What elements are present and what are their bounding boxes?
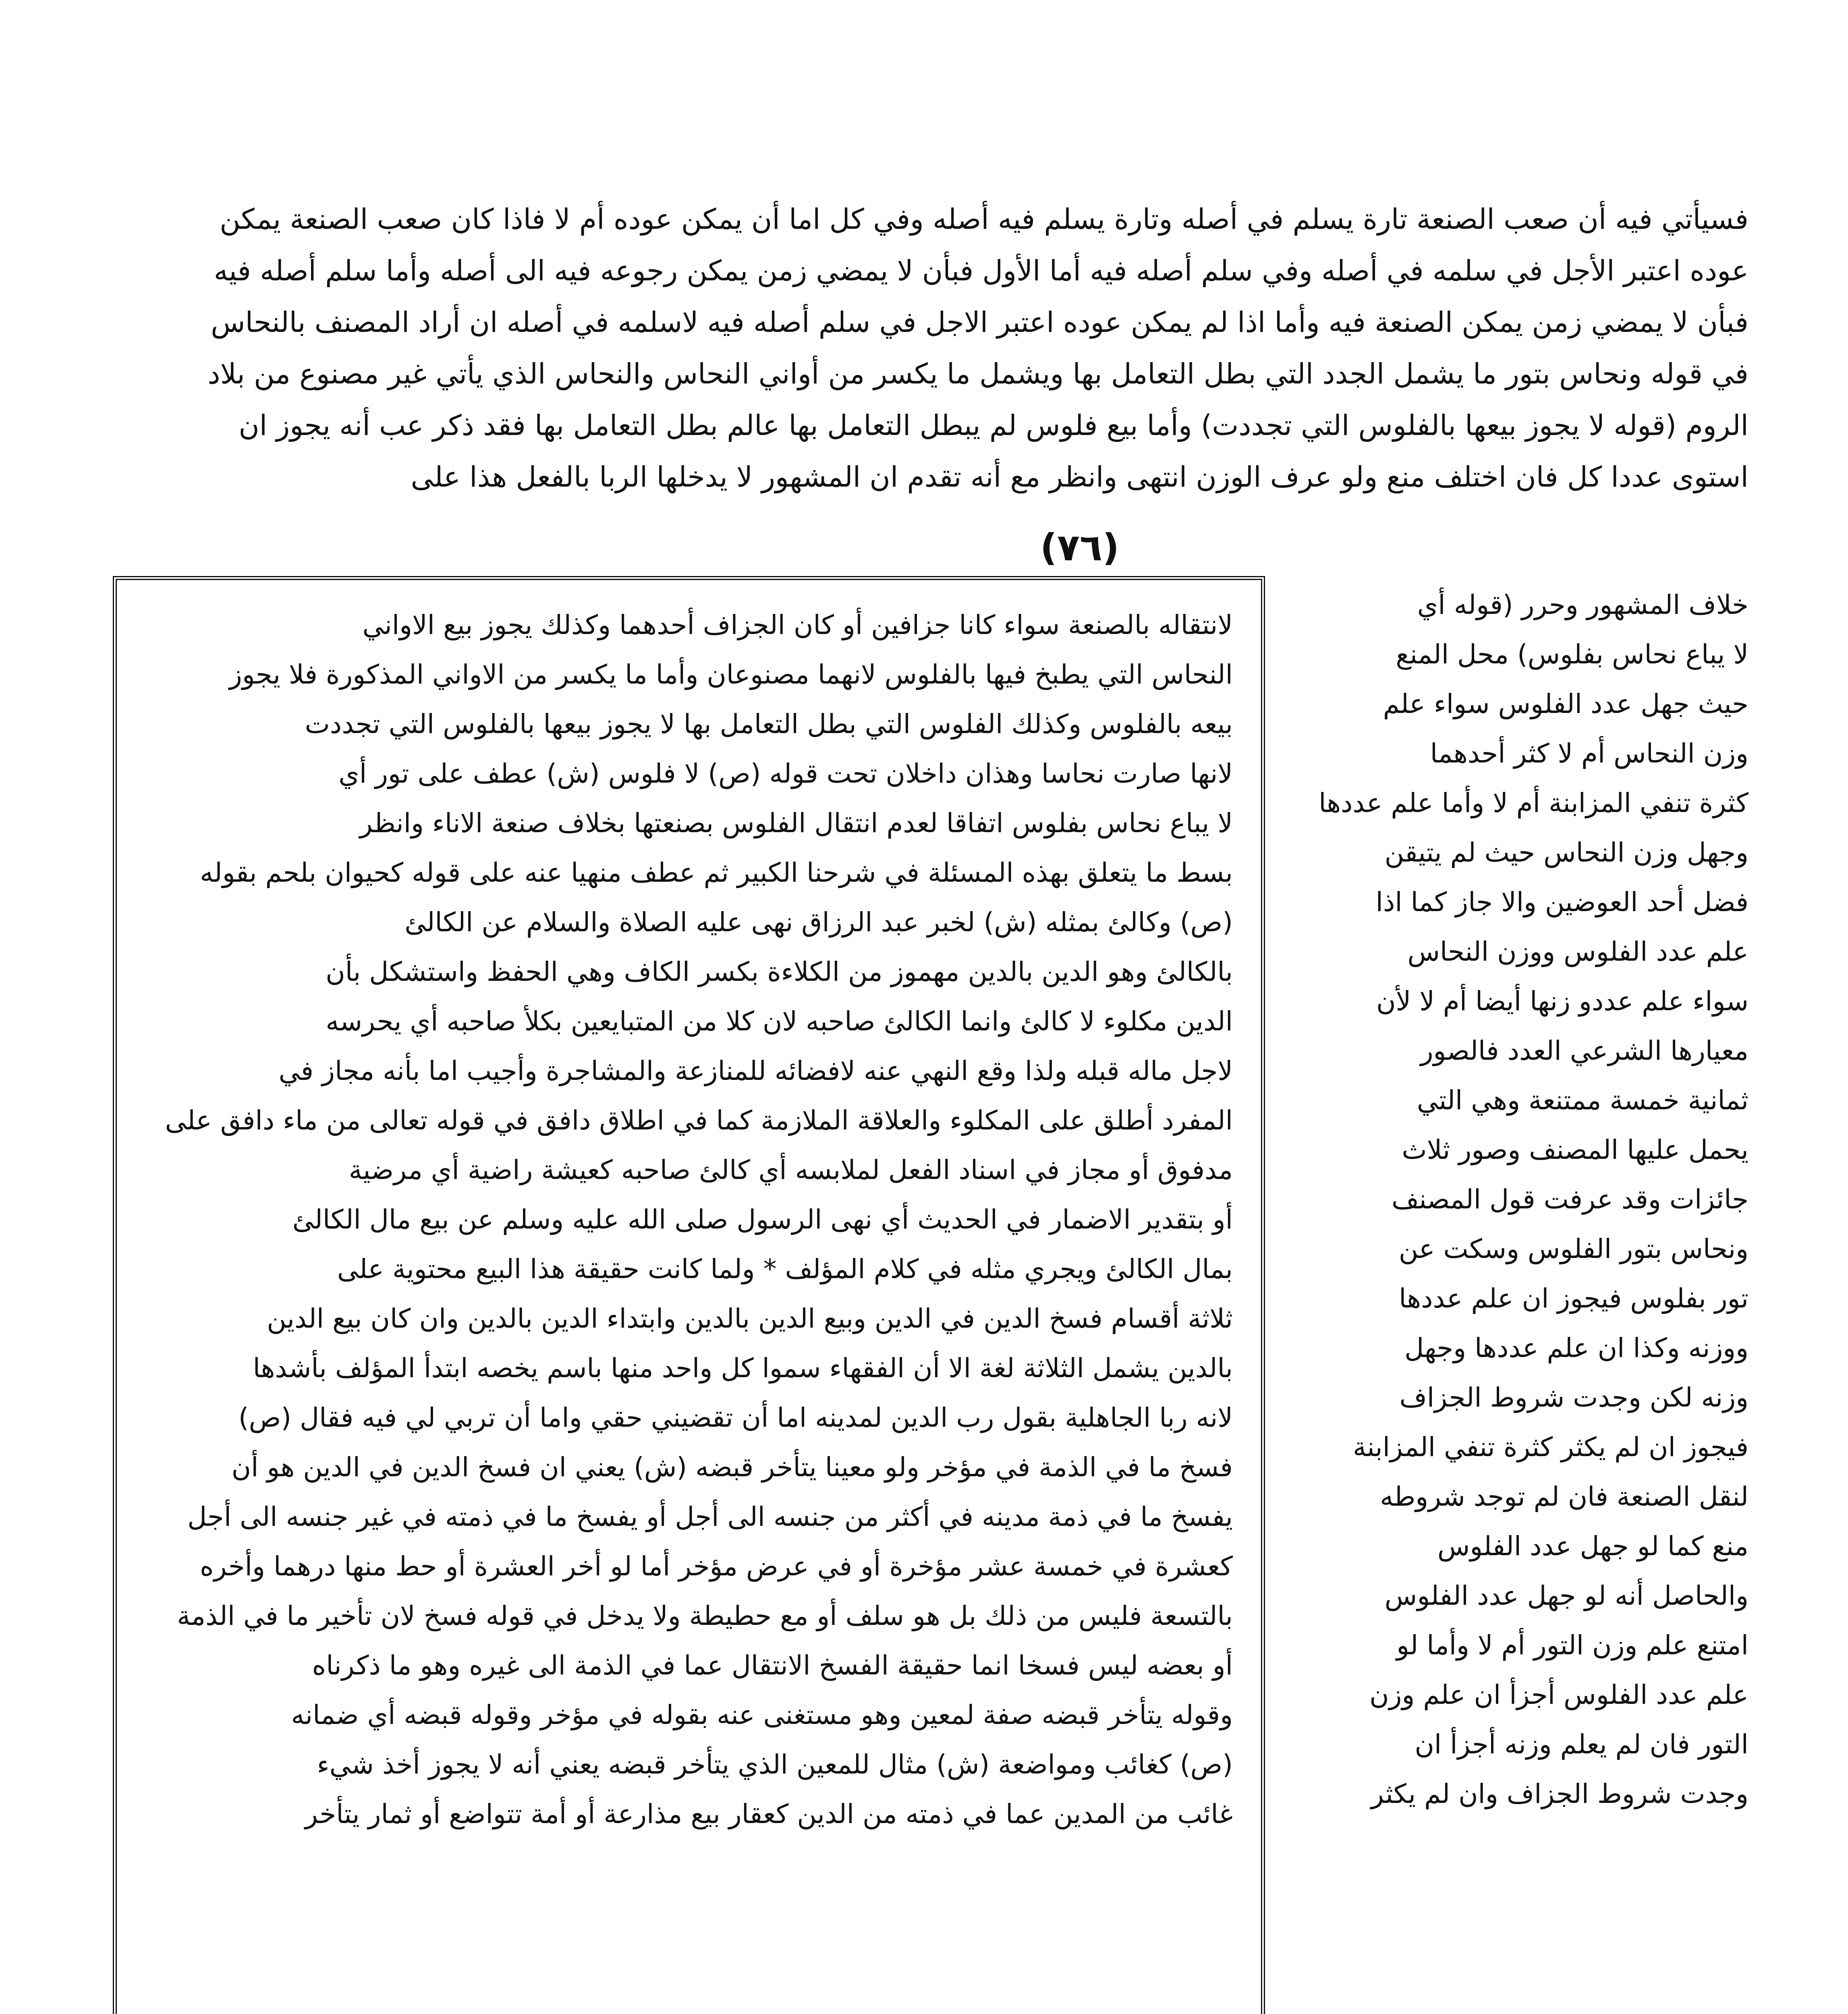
text-line: وجدت شروط الجزاف وان لم يكثر [1371, 1778, 1748, 1809]
text-line: كعشرة في خمسة عشر مؤخرة أو في عرض مؤخر أما لو أخر العشرة أو حط منها درهما وأخره [199, 1551, 1233, 1582]
text-line: (ص) وكالئ بمثله (ش) لخبر عبد الرزاق نهى عليه الصلاة والسلام عن الكالئ [404, 907, 1233, 938]
main-text [145, 600, 1233, 1839]
text-line: علم عدد الفلوس ووزن النحاس [1407, 936, 1748, 967]
text-line: الروم (قوله لا يجوز بيعها بالفلوس التي تجددت) وأما بيع فلوس لم يبطل التعامل بها عالم بطل التعامل بها فقد ذكر عب أنه يجوز ان [239, 409, 1748, 442]
text-line: استوى عددا كل فان اختلف منع ولو عرف الوزن انتهى وانظر مع أنه تقدم ان المشهور لا يدخلها الربا بالفعل هذا على [411, 460, 1748, 493]
text-line: والحاصل أنه لو جهل عدد الفلوس [1384, 1580, 1748, 1611]
text-line: جائزات وقد عرفت قول المصنف [1392, 1184, 1748, 1215]
text-line: وزن النحاس أم لا كثر أحدهما [1430, 738, 1748, 769]
text-line: ثمانية خمسة ممتنعة وهي التي [1417, 1085, 1748, 1116]
text-line: حيث جهل عدد الفلوس سواء علم [1383, 688, 1748, 719]
text-line: أو بعضه ليس فسخا انما حقيقة الفسخ الانتقال عما في الذمة الى غيره وهو ما ذكرناه [312, 1650, 1233, 1681]
side-commentary [1285, 580, 1748, 1819]
text-line: في قوله ونحاس بتور ما يشمل الجدد التي بطل التعامل بها ويشمل ما يكسر من أواني النحاس والنحاس الذي يأتي غير مصنوع من بلاد [207, 357, 1748, 390]
text-line: وزنه لكن وجدت شروط الجزاف [1399, 1382, 1748, 1413]
text-line: بالتسعة فليس من ذلك بل هو سلف أو مع حطيطة ولا يدخل في قوله فسخ لان تأخير ما في الذمة [177, 1600, 1233, 1631]
text-line: وجهل وزن النحاس حيث لم يتيقن [1384, 837, 1748, 868]
text-line: فبأن لا يمضي زمن يمكن الصنعة فيه وأما اذا لم يمكن عوده اعتبر الاجل في سلم أصله فيه لاسلمه في أصله ان أراد المصنف بالنحاس [211, 306, 1748, 339]
text-line: مدفوق أو مجاز في اسناد الفعل لملابسه أي كالئ صاحبه كعيشة راضية أي مرضية [348, 1154, 1233, 1185]
text-line: النحاس التي يطبخ فيها بالفلوس لانهما مصنوعان وأما ما يكسر من الاواني المذكورة فلا يجوز [229, 659, 1233, 690]
main-text-frame [113, 576, 1265, 2014]
text-line: أو بتقدير الاضمار في الحديث أي نهى الرسول صلى الله عليه وسلم عن بيع مال الكالئ [292, 1204, 1233, 1235]
text-line: لانه ربا الجاهلية بقول رب الدين لمدينه اما أن تقضيني حقي واما أن تربي لي فيه فقال (ص) [238, 1402, 1233, 1433]
text-line: عوده اعتبر الأجل في سلمه في أصله وفي سلم أصله فيه أما الأول فبأن لا يمضي زمن يمكن رجوعه فيه الى أصله وأما سلم أصله فيه [214, 254, 1748, 287]
text-line: ووزنه وكذا ان علم عددها وجهل [1404, 1332, 1748, 1363]
text-line: بمال الكالئ ويجري مثله في كلام المؤلف * ولما كانت حقيقة هذا البيع محتوية على [337, 1254, 1233, 1285]
text-line: بيعه بالفلوس وكذلك الفلوس التي بطل التعامل بها لا يجوز بيعها بالفلوس التي تجددت [305, 709, 1233, 740]
text-line: منع كما لو جهل عدد الفلوس [1437, 1531, 1748, 1562]
text-line: غائب من المدين عما في ذمته من الدين كعقار بيع مذارعة أو أمة تتواضع أو ثمار يتأخر [305, 1799, 1233, 1830]
text-line: بسط ما يتعلق بهذه المسئلة في شرحنا الكبير ثم عطف منهيا عنه على قوله كحيوان بلحم بقوله [200, 857, 1233, 888]
text-line: لا يباع نحاس بفلوس اتفاقا لعدم انتقال الفلوس بصنعتها بخلاف صنعة الاناء وانظر [359, 808, 1233, 839]
text-line: سواء علم عددو زنها أيضا أم لا لأن [1376, 986, 1748, 1017]
text-line: الدين مكلوء لا كالئ وانما الكالئ صاحبه لان كلا من المتبايعين بكلأ صاحبه أي يحرسه [326, 1006, 1233, 1037]
text-line: امتنع علم وزن التور أم لا وأما لو [1396, 1630, 1748, 1661]
text-line: علم عدد الفلوس أجزأ ان علم وزن [1369, 1679, 1748, 1710]
text-line: ونحاس بتور الفلوس وسكت عن [1398, 1233, 1748, 1264]
page-number: (٧٦) [1040, 526, 1120, 569]
text-line: التور فان لم يعلم وزنه أجزأ ان [1415, 1729, 1748, 1760]
text-line: ثلاثة أقسام فسخ الدين في الدين وبيع الدين بالدين وابتداء الدين بالدين وان كان بيع الدين [267, 1303, 1233, 1334]
text-line: تور بفلوس فيجوز ان علم عددها [1399, 1283, 1748, 1314]
text-line: (ص) كغائب ومواضعة (ش) مثال للمعين الذي يتأخر قبضه يعني أنه لا يجوز أخذ شيء [317, 1749, 1233, 1780]
text-line: كثرة تنفي المزابنة أم لا وأما علم عددها [1319, 787, 1748, 818]
text-line: يحمل عليها المصنف وصور ثلاث [1402, 1134, 1748, 1165]
text-line: وقوله يتأخر قبضه صفة لمعين وهو مستغنى عنه بقوله في مؤخر وقوله قبضه أي ضمانه [291, 1699, 1233, 1730]
text-line: فسيأتي فيه أن صعب الصنعة تارة يسلم في أصله وتارة يسلم فيه أصله وفي كل اما أن يمكن عوده أم لا فاذا كان صعب الصنعة يمكن [220, 203, 1748, 236]
text-line: لانها صارت نحاسا وهذان داخلان تحت قوله (ص) لا فلوس (ش) عطف على تور أي [338, 758, 1233, 789]
text-line: فيجوز ان لم يكثر كثرة تنفي المزابنة [1353, 1432, 1748, 1463]
text-line: بالدين يشمل الثلاثة لغة الا أن الفقهاء سموا كل واحد منها باسم يخصه ابتدأ المؤلف بأشدها [253, 1353, 1233, 1384]
text-line: فضل أحد العوضين والا جاز كما اذا [1375, 887, 1748, 918]
text-line: لاجل ماله قبله ولذا وقع النهي عنه لافضائه للمنازعة والمشاجرة وأجيب اما بأنه مجاز في [278, 1055, 1233, 1086]
text-line: المفرد أطلق على المكلوء والعلاقة الملازمة كما في اطلاق دافق في قوله تعالى من ماء دافق على [165, 1105, 1233, 1136]
top-commentary [121, 193, 1748, 503]
text-line: بالكالئ وهو الدين بالدين مهموز من الكلاءة بكسر الكاف وهي الحفظ واستشكل بأن [326, 956, 1233, 987]
text-line: معيارها الشرعي العدد فالصور [1420, 1035, 1748, 1066]
text-line: لانتقاله بالصنعة سواء كانا جزافين أو كان الجزاف أحدهما وكذلك يجوز بيع الاواني [362, 609, 1233, 640]
text-line: خلاف المشهور وحرر (قوله أي [1417, 589, 1748, 620]
text-line: لنقل الصنعة فان لم توجد شروطه [1380, 1481, 1748, 1512]
text-line: لا يباع نحاس بفلوس) محل المنع [1396, 639, 1748, 670]
text-line: فسخ ما في الذمة في مؤخر ولو معينا يتأخر قبضه (ش) يعني ان فسخ الدين في الدين هو أن [231, 1452, 1233, 1483]
text-line: يفسخ ما في ذمة مدينه في أكثر من جنسه الى أجل أو يفسخ ما في ذمته في غير جنسه الى أجل [187, 1501, 1233, 1532]
